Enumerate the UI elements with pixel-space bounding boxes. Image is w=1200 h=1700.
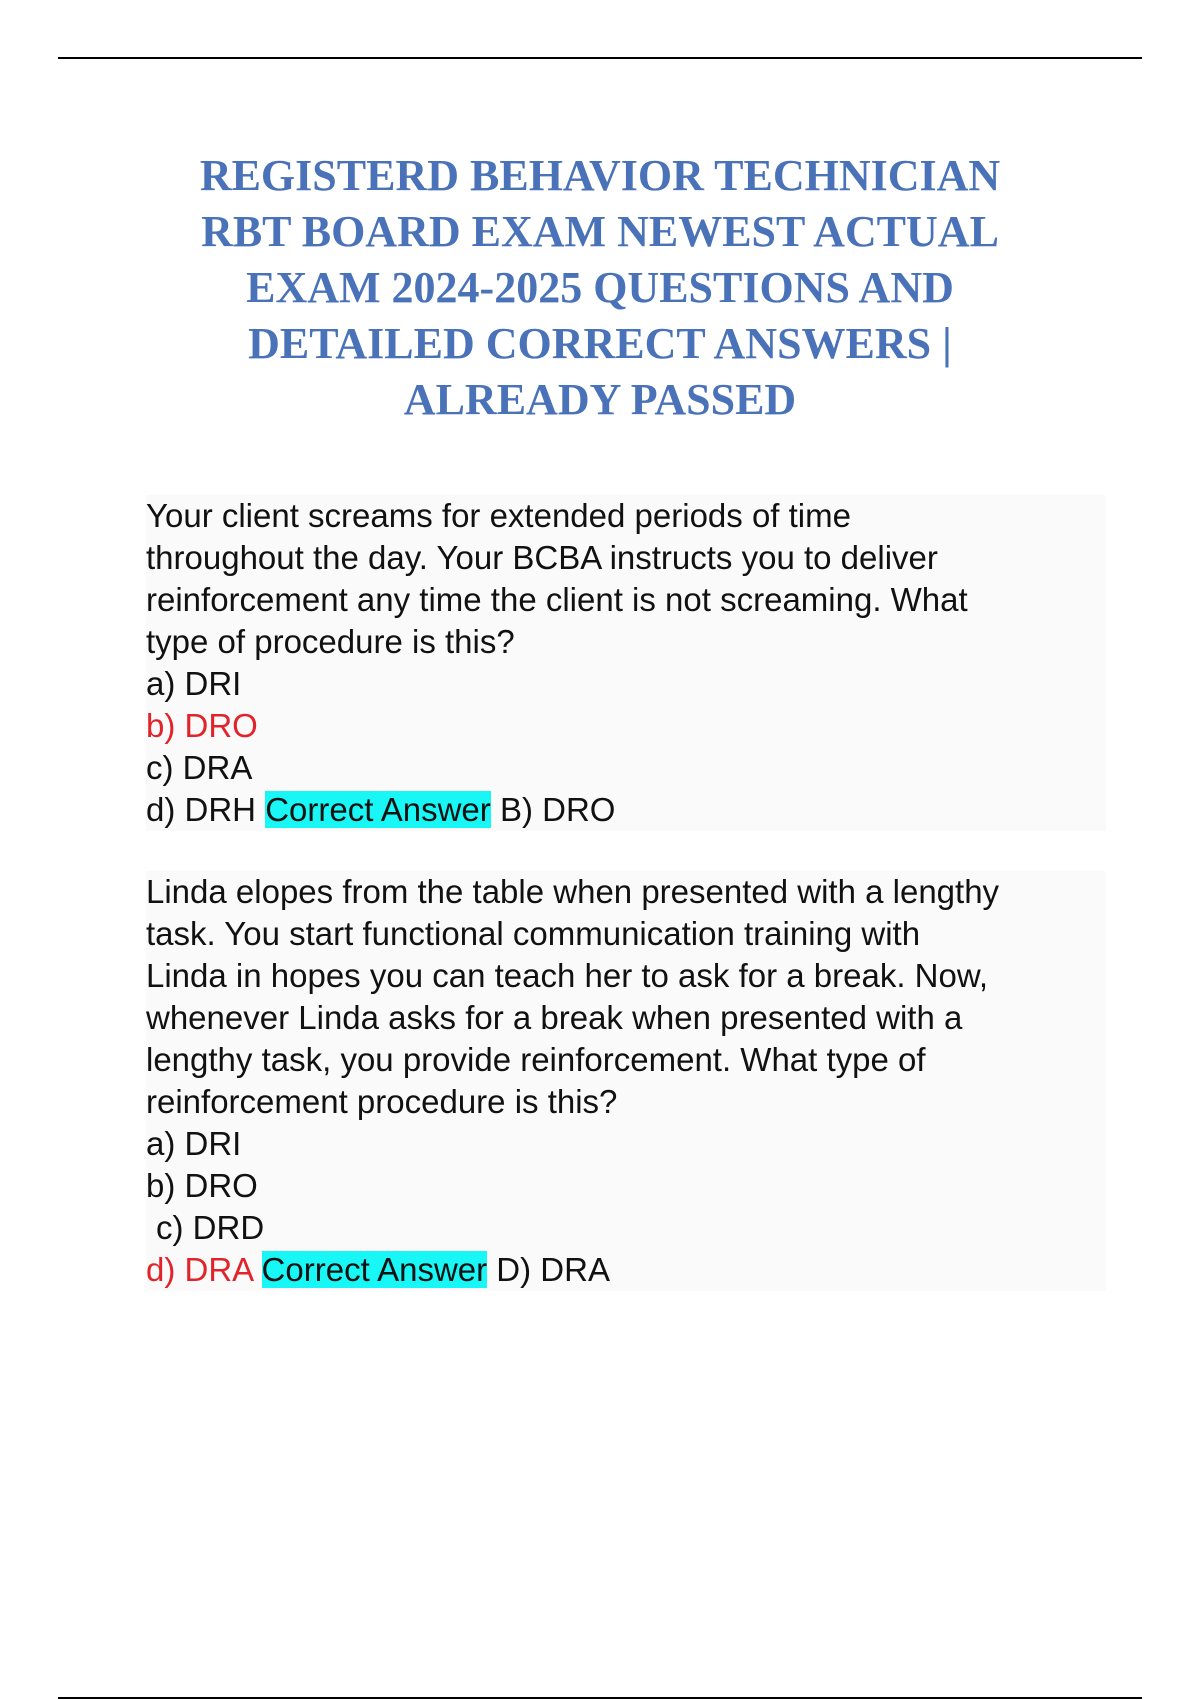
- correct-answer-label: Correct Answer: [261, 1251, 488, 1288]
- question-stem-line: Linda elopes from the table when presented with a lengthy: [146, 873, 1000, 910]
- title-line: EXAM 2024-2025 QUESTIONS AND: [246, 263, 954, 312]
- question-stem-line: reinforcement any time the client is not screaming. What: [146, 581, 968, 618]
- option-a: a) DRI: [146, 1125, 242, 1162]
- option-a: a) DRI: [146, 665, 242, 702]
- title-line: REGISTERD BEHAVIOR TECHNICIAN: [199, 151, 1001, 200]
- question-stem-line: whenever Linda asks for a break when presented with a: [146, 999, 963, 1036]
- correct-answer-text: D) DRA: [496, 1251, 610, 1288]
- question-stem-line: Linda in hopes you can teach her to ask for a break. Now,: [146, 957, 989, 994]
- title-line: DETAILED CORRECT ANSWERS |: [248, 319, 952, 368]
- option-b: b) DRO: [146, 1167, 258, 1204]
- question-stem-line: task. You start functional communication training with: [146, 915, 921, 952]
- bottom-rule: [58, 1697, 1142, 1699]
- top-rule: [58, 57, 1142, 59]
- option-b-correct: b) DRO: [146, 707, 258, 744]
- option-c: c) DRA: [146, 749, 253, 786]
- document-title: [100, 148, 1100, 428]
- question-stem-line: throughout the day. Your BCBA instructs you to deliver: [146, 539, 938, 576]
- question-stem-line: Your client screams for extended periods of time: [146, 497, 851, 534]
- correct-answer-text: B) DRO: [499, 791, 616, 828]
- question-stem-line: type of procedure is this?: [146, 623, 515, 660]
- option-d-with-answer: [146, 789, 1106, 831]
- option-c: c) DRD: [156, 1209, 265, 1246]
- title-line: ALREADY PASSED: [403, 375, 797, 424]
- correct-answer-label: Correct Answer: [265, 791, 491, 828]
- option-d: d) DRH: [146, 791, 257, 828]
- option-d-correct: d) DRA: [146, 1251, 253, 1288]
- question-stem-line: reinforcement procedure is this?: [146, 1083, 618, 1120]
- option-d-with-answer: [146, 1249, 1106, 1291]
- question-stem-line: lengthy task, you provide reinforcement. What type of: [146, 1041, 926, 1078]
- title-line: RBT BOARD EXAM NEWEST ACTUAL: [201, 207, 999, 256]
- question-1: [146, 495, 1106, 831]
- question-2: [146, 871, 1106, 1291]
